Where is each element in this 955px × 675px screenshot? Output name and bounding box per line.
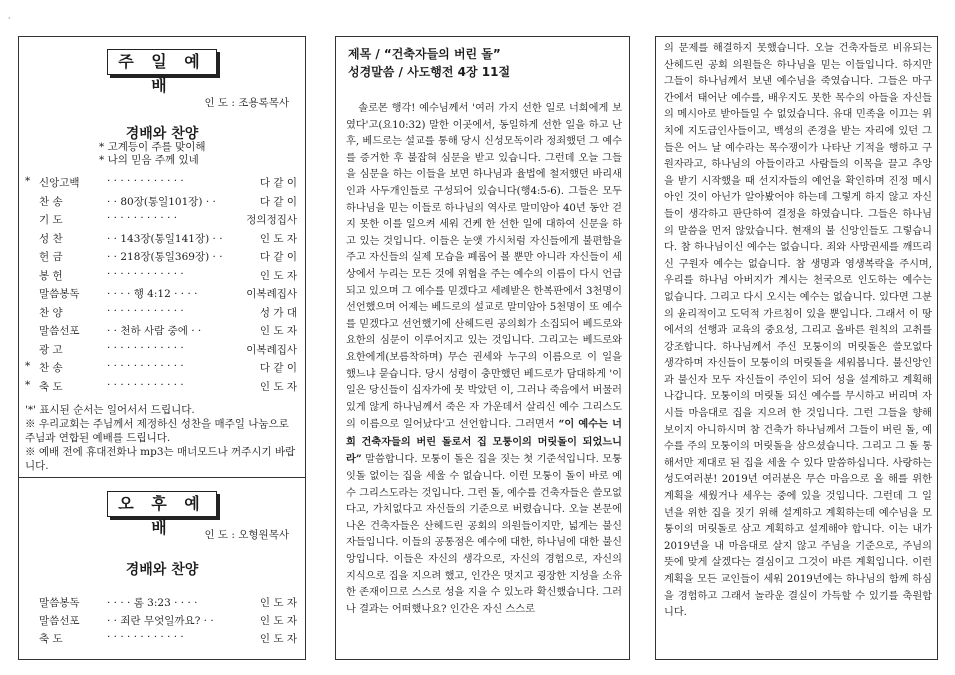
order-item: 성 찬 — [39, 232, 63, 245]
order-detail: · · 143장(통일141장) · · — [107, 232, 223, 245]
order-row — [25, 342, 297, 357]
order-row — [25, 379, 297, 394]
order-leader: 정의정집사 — [246, 214, 297, 226]
order-detail: · · · · · · · · · · · · — [107, 360, 184, 372]
order-row — [25, 231, 297, 246]
order-detail: · · 218장(통일369장) · · — [107, 251, 223, 263]
sermon-body — [346, 101, 622, 618]
order-leader: 인 도 자 — [259, 232, 297, 245]
paper-speck: · — [8, 14, 11, 23]
sermon-header — [348, 45, 510, 81]
order-leader: 인 도 자 — [259, 615, 297, 627]
service-notes — [25, 403, 301, 473]
order-item: 찬 송 — [39, 362, 63, 374]
order-leader: 이복례집사 — [246, 288, 297, 300]
afternoon-service-title: 오 후 예 배 — [107, 491, 217, 517]
order-row — [25, 249, 297, 264]
order-leader: 다 같 이 — [259, 362, 297, 374]
morning-praise-title: 경배와 찬양 — [125, 126, 199, 142]
order-row — [25, 212, 297, 227]
order-detail: · · · · · · · · · · · · — [107, 341, 184, 354]
order-mark: * — [25, 360, 31, 372]
order-item: 말씀봉독 — [39, 288, 80, 300]
order-item: 신앙고백 — [39, 177, 80, 189]
sermon-paragraph — [346, 101, 622, 618]
sermon-text: 말씀합니다. 모퉁이 돌은 집을 짓는 첫 기준석입니다. 모퉁잇돌 없이는 집을 세울 수 없습니다. 이런 모퉁이 돌이 바로 예수 그리스도라는 것입니다. 그런 돌, 예수를 건축자들은 쓸모없다고, 가치없다고 자신들의 기준으로 버렸습니다. 오늘 본문에 나온 건축자들은 산헤드린 공회의 의원들이지만, 넓게는 불신자들입니다. 이들의 공통점은 예수에 대한, 하나님에 대한 불신앙입니다. 이들은 자신의 생각으로, 자신의 경험으로, 자신의 지식으로 집을 지으려 했고, 인간은 멋지고 굉장한 지성을 소유한 존재이므로 스스로 성을 지을 수 있노라 확신했습니다. 그러나 결과는 어떠했나요? 인간은 자신 스스로 — [346, 454, 622, 615]
order-item: 봉 헌 — [39, 269, 63, 282]
order-item: 말씀선포 — [39, 325, 80, 337]
order-item: 헌 금 — [39, 251, 63, 263]
note-phone: ※ 예배 전에 휴대전화나 mp3는 매너모드나 꺼주시기 바랍니다. — [25, 446, 296, 472]
order-leader: 다 같 이 — [259, 177, 297, 189]
order-item: 광 고 — [39, 343, 63, 356]
order-mark: * — [25, 378, 31, 391]
order-leader: 인 도 자 — [259, 325, 297, 337]
order-detail: · · · · · · · · · · · · — [107, 267, 184, 280]
praise-hymn: * 고계등이 주를 맞이해 — [99, 141, 206, 153]
sermon-text: 솔로몬 행각! 예수님께서 '여러 가지 선한 일로 너희에게 보였다'고(요10:32) 말한 이곳에서, 동일하게 선한 일을 하고 난 후, 베드로는 설교를 통해 당시 신성모독이라 정죄했던 그 예수를 증거한 후 불잡혀 심문을 받고 있습니다. 그런데 오늘 그들을 심문을 하는 이들을 보면 하나님과 율법에 철저했던 바리새인과 사두개인들로 구성되어 있습니다(행4:5-6). 그들은 모두 하나님을 믿는 이들로 하나님의 역사로 말미암아 40년 동안 걷지 못한 이를 일으켜 세워 건케 한 선한 일에 대하여 신문을 하고 있는 것입니다. 이들은 눈앳 가시처럼 자신들에게 불편함을 주고 자신들의 실제 모습을 폐롭어 볼 뿐만 아니라 자신들이 세상에서 누리는 모든 것에 위협을 주는 예수의 이름이 다시 언급되고 있으며 그 예수를 믿겠다고 세례받은 한복판에서 3천명이 선언했으며 어제는 베드로의 설교로 말미암아 5천명이 또 예수를 믿겠다고 선언했기에 산헤드린 공의회가 소집되어 베드로와 요한의 심문이 이루어지고 있는 것입니다. 그리고는 베드로와 요한에게(보름착하며) 무슨 권세와 누구의 이름으로 이 일을 했느냐 묻습니다. 당시 성령이 충만했던 베드로가 담대하게 '이 일은 당신들이 십자가에 못 박았던 이, 그러나 죽음에서 버물러 있게 않게 하나님께서 죽은 자 가운데서 살리신 예수 그리스도의 이름으로 일어났다'고 선언합니다. 그러면서 — [346, 103, 622, 431]
sermon-panel — [335, 36, 630, 660]
order-leader: 이복례집사 — [246, 343, 297, 356]
order-detail: · · · · 행 4:12 · · · · — [107, 288, 198, 300]
order-row — [25, 268, 297, 283]
afternoon-officiant: 인 도 : 오형원목사 — [204, 529, 289, 541]
order-item: 축 도 — [39, 633, 63, 645]
morning-service-title: 주 일 예 배 — [107, 49, 217, 75]
order-item: 찬 송 — [39, 195, 63, 208]
order-detail: · · · · · · · · · · · — [107, 212, 178, 224]
sermon-body-continued — [664, 41, 932, 622]
sermon-paragraph: 의 문제를 해결하지 못했습니다. 오늘 건축자들로 비유되는 산헤드린 공회 의원들은 하나님을 믿는 이들입니다. 하지만 그들이 하나님께서 보낸 예수님을 죽였습니다. 그들은 마구간에서 태어난 예수를, 배우지도 못한 목수의 아들을 자신들의 메시아로 받아들일 수 없었습니다. 유대 민족을 이끄는 위치에 지도급인사들이고, 백성의 존경을 받는 자리에 있던 그들은 어느 날 예수라는 목수쟁이가 나타난 기적을 행하고 구원자라고, 하나님의 아들이라고 사람들의 이목을 끌고 추앙을 받기 시작했을 때 선지자들의 예언을 확인하며 진정 메시아인 것이 아닌가 알아봤어야 하는데 그렇게 하지 않고 자신들이 생각하고 판단하여 결정을 하였습니다. 그들은 하나님의 말씀을 먼저 않았습니다. 현재의 불 신앙인들도 그렇습니다. 참 하나님이신 예수는 없습니다. 죄와 사망권세를 깨뜨리신 구원자 예수는 없습니다. 참 생명과 영생복락을 주시며, 우리를 하나님 아버지가 계시는 천국으로 인도하는 예수는 없습니다. 그리고 다시 오시는 예수는 없습니다. 있다면 그분의 윤리적이고 도덕적 가르침이 있을 뿐입니다. 그래서 이 땅에서의 선행과 교육의 중요성, 그리고 올바른 원칙의 고취를 강조합니다. 하나님께서 주신 모퉁이의 머릿돌은 쓸모없다 생각하며 자신들이 모퉁이의 머릿돌을 세워봅니다. 불신앙인과 불신자 모두 자신들이 주인이 되어 성을 설계하고 계획해 나갑니다. 모퉁이의 머릿돌 되신 예수를 무시하고 버리며 자시들 마음대로 집을 지으려 한 것입니다. 그런 그들을 향해 보이지 아니하시며 참 건축가 하나님께서 그들이 버린 돌, 예수를 주의 모퉁이의 머릿돌을 삼으셨습니다. 그리고 그 돌 통해서만 제대로 된 집을 세울 수 있다 말씀하십니다. 사랑하는 성도여러분! 2019년 여러분은 무슨 마음으로 올 해를 위한 계획을 세웠거나 세우는 중에 있을 것입니다. 그런데 그 일 년을 위한 집을 짓기 위해 설계하고 계획하는데 예수님을 모퉁이의 머릿돌로 삼고 계획하고 설계해야 합니다. 이는 내가 2019년을 내 마음대로 살지 않고 주님을 기준으로, 주님의 뜻에 맞게 살겠다는 결심이고 그것이 바른 계획입니다. 이런 계획을 모든 교인들이 세워 2019년에는 하나님의 함께 하심을 경험하고 그래서 놀라운 결실이 가득할 수 있기를 축원합니다. — [664, 43, 932, 619]
sermon-scripture: 성경말씀 / 사도행전 4장 11절 — [348, 65, 511, 79]
order-row — [25, 323, 297, 338]
afternoon-praise-title: 경배와 찬양 — [125, 562, 199, 578]
order-detail: · · 80장(통일101장) · · — [107, 195, 216, 208]
order-detail: · · 천하 사람 중에 · · — [107, 325, 202, 337]
order-row — [25, 286, 297, 301]
order-leader: 인 도 자 — [259, 380, 297, 393]
order-item: 기 도 — [39, 214, 63, 226]
order-row — [25, 613, 297, 628]
note-communion: ※ 우리교회는 주님께서 제정하신 성찬을 매주일 나눔으로 주님과 연합된 예배를 드립니다. — [25, 418, 289, 444]
order-item: 축 도 — [39, 380, 63, 393]
order-row — [25, 360, 297, 375]
order-leader: 인 도 자 — [259, 269, 297, 282]
order-detail: · · · · · · · · · · · · — [107, 175, 184, 187]
order-row — [25, 595, 297, 610]
order-detail: · · · · 롬 3:23 · · · · — [107, 597, 198, 609]
sermon-title: 제목 / “건축자들의 버린 돌” — [348, 47, 501, 61]
order-detail: · · 죄란 무엇일까요? · · — [107, 615, 214, 627]
order-item: 말씀봉독 — [39, 597, 80, 609]
order-leader: 다 같 이 — [259, 195, 297, 208]
order-detail: · · · · · · · · · · · · — [107, 378, 184, 391]
order-mark: * — [25, 175, 31, 187]
order-detail: · · · · · · · · · · · · — [107, 304, 184, 317]
order-item: 말씀선포 — [39, 615, 80, 627]
sermon-continued-panel — [655, 36, 938, 660]
order-item: 찬 양 — [39, 306, 63, 319]
order-row — [25, 305, 297, 320]
order-detail: · · · · · · · · · · · · — [107, 631, 184, 643]
order-leader: 인 도 자 — [259, 597, 297, 609]
sermon-quote: “이 예수는 너희 건축자들의 버린 돌로서 집 모퉁이의 머릿돌이 되었느니라” — [346, 418, 622, 466]
order-row — [25, 631, 297, 646]
morning-officiant: 인 도 : 조용록목사 — [204, 97, 289, 109]
order-row — [25, 175, 297, 190]
note-standing: '*' 표시된 순서는 일어서서 드립니다. — [25, 404, 195, 416]
order-row — [25, 194, 297, 209]
order-leader: 인 도 자 — [259, 633, 297, 645]
praise-hymn: * 나의 믿음 주께 있네 — [99, 154, 199, 166]
section-divider — [19, 477, 305, 478]
order-leader: 다 같 이 — [259, 251, 297, 263]
worship-order-panel — [18, 36, 306, 660]
praise-hymn-list — [99, 141, 206, 167]
order-leader: 성 가 대 — [259, 306, 297, 319]
